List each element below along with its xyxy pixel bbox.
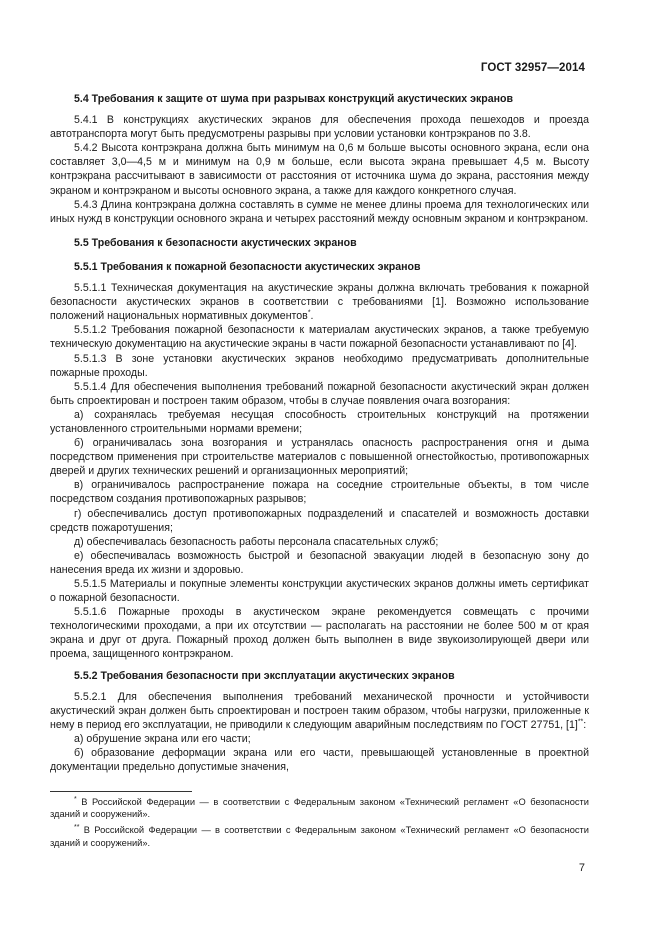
list-item-b: б) образование деформации экрана или его части, превышающей установленные в проектной документации предельно допустимые значения, [50,747,589,774]
paragraph-5-5-1-1 [50,281,589,323]
footnote-mark: ** [74,824,80,832]
section-heading-5-5-2: 5.5.2 Требования безопасности при эксплуатации акустических экранов [74,669,455,682]
section-heading-5-5: 5.5 Требования к безопасности акустических экранов [74,236,357,249]
list-item-a: а) обрушение экрана или его части; [74,732,251,745]
paragraph-5-5-2-1 [50,690,589,732]
footnote-text: В Российской Федерации — в соответствии с Федеральным законом «Технический регламент «О безопасности зданий и сооружений». [50,825,589,848]
footnote-mark: * [307,309,311,317]
document-code: ГОСТ 32957—2014 [480,62,585,74]
paragraph-5-5-1-6: 5.5.1.6 Пожарные проходы в акустическом экране рекомендуется совмещать с прочими технологическими проходами, а при их отсутствии — располагать на расстоянии не более 500 м от края экрана и друг от друга. Пожарный проход должен быть выполнен в виде звукоизолирующей двери или проема, защищенного контрэкраном. [50,606,589,661]
paragraph-end: . [310,310,314,323]
paragraph-5-5-1-3: 5.5.1.3 В зоне установки акустических экранов необходимо предусматривать дополнительные пожарные проходы. [50,352,589,379]
paragraph-5-4-3: 5.4.3 Длина контрэкрана должна составлять в сумме не менее длины проема для технологических или иных нужд в конструкции основного экрана и четырех расстояний между основным экраном и контрэкраном. [50,198,589,225]
list-item-b: б) ограничивалась зона возгорания и устранялась опасность распространения огня и дыма посредством применения при строительстве материалов с повышенной огнестойкостью, противопожарных дверей и других технических решений и организационных мероприятий; [50,437,589,478]
list-item-d: д) обеспечивалась безопасность работы персонала спасательных служб; [74,535,439,548]
footnote-mark: * [74,795,77,803]
page-content [50,92,589,774]
paragraph-5-4-1: 5.4.1 В конструкциях акустических экранов для обеспечения прохода пешеходов и проезда автотранспорта могут быть предусмотрены разрывы при условии установки контрэкранов по 3.8. [50,114,589,141]
section-heading-5-4: 5.4 Требования к защите от шума при разрывах конструкций акустических экранов [74,93,514,105]
footnote-mark: ** [577,718,584,726]
list-item-v: в) ограничивалось распространение пожара на соседние строительные объекты, в том числе посредством создания противопожарных разрывов; [50,479,589,506]
paragraph-5-5-1-2: 5.5.1.2 Требования пожарной безопасности к материалам акустических экранов, а также требуемую техническую документацию на акустические экраны в части пожарной безопасности устанавливают по [4]. [50,324,589,351]
paragraph-end: : [583,718,587,731]
footnote-1 [50,796,589,820]
paragraph-5-5-1-4: 5.5.1.4 Для обеспечения выполнения требований пожарной безопасности акустический экран должен быть спроектирован и построен таким образом, чтобы в случае появления очага возгорания: [50,380,589,407]
footnotes [50,796,589,853]
paragraph-text: 5.5.2.1 Для обеспечения выполнения требований механической прочности и устойчивости акустический экран должен быть спроектирован и построен таким образом, чтобы нагрузки, приложенные к нему в период его эксплуатации, не приводили к следующим аварийным последствиям по ГОСТ 27751, [1] [50,690,589,731]
footnote-2 [50,824,589,848]
paragraph-5-4-2: 5.4.2 Высота контрэкрана должна быть минимум на 0,6 м больше высоты основного экрана, если она составляет 3,0—4,5 м и минимум на 0,9 м больше, если высота экрана превышает 4,5 м. Высоту контрэкрана рассчитывают в зависимости от расстояния от источника шума до экрана, расстояния между экраном и контрэкраном и высоты основного экрана, а также для каждого конкретного случая. [50,142,589,197]
list-item-e: е) обеспечивалась возможность быстрой и безопасной эвакуации людей в безопасную зону до нанесения вреда их жизни и здоровью. [50,549,589,576]
paragraph-text: 5.5.1.1 Техническая документация на акустические экраны должна включать требования к пожарной безопасности акустических экранов в соответствии с требованиями [1]. Возможно использование положений национальных нормативных документов [50,282,589,323]
section-heading-5-5-1: 5.5.1 Требования к пожарной безопасности акустических экранов [74,260,421,273]
page-number: 7 [578,862,585,874]
footnote-divider [50,791,192,792]
list-item-g: г) обеспечивались доступ противопожарных подразделений и спасателей и возможность доставки средств пожаротушения; [50,507,589,534]
paragraph-5-5-1-5: 5.5.1.5 Материалы и покупные элементы конструкции акустических экранов должны иметь сертификат о пожарной безопасности. [50,578,589,605]
footnote-text: В Российской Федерации — в соответствии с Федеральным законом «Технический регламент «О безопасности зданий и сооружений». [50,797,589,820]
list-item-a: а) сохранялась требуемая несущая способность строительных конструкций на протяжении установленного строительными нормами времени; [50,408,589,435]
